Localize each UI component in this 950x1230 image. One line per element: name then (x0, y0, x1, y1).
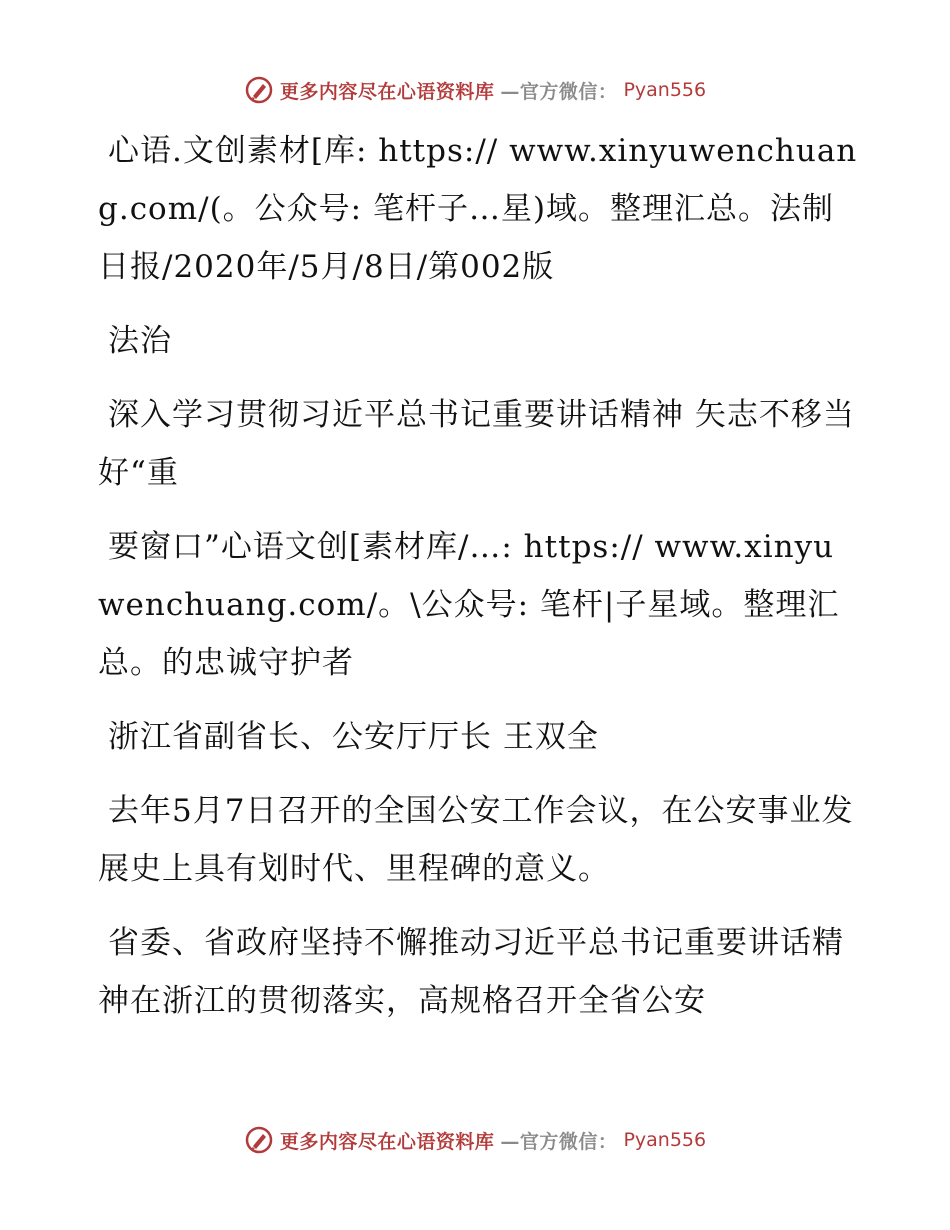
footer-banner-id: Pyan556 (623, 1129, 707, 1151)
header-banner-dash: —官方微信： (500, 80, 618, 103)
header-watermark-banner (0, 70, 950, 110)
paragraph-title-2: 要窗口”心语文创[素材库/…: https:// www.xinyuwenchuang.com/。\公众号: 笔杆|子星域。整理汇总。的忠诚守护者 (98, 529, 840, 681)
header-banner-id: Pyan556 (623, 79, 707, 101)
paragraph-author: 浙江省副省长、公安厅厅长 王双全 (108, 719, 599, 755)
header-banner-text: 更多内容尽在心语资料库 (279, 80, 495, 103)
footer-watermark-banner (0, 1120, 950, 1160)
pen-logo-icon (244, 75, 274, 105)
paragraph-body-1: 去年5月7日召开的全国公安工作会议，在公安事业发展史上具有划时代、里程碑的意义。 (98, 793, 854, 887)
footer-banner-text: 更多内容尽在心语资料库 (279, 1130, 495, 1153)
paragraph-body-2: 省委、省政府坚持不懈推动习近平总书记重要讲话精神在浙江的贯彻落实，高规格召开全省公安 (98, 925, 844, 1019)
document-body (98, 122, 858, 1046)
footer-banner-dash: —官方微信： (500, 1130, 618, 1153)
paragraph-section: 法治 (108, 323, 172, 359)
pen-logo-icon (244, 1125, 274, 1155)
paragraph-source: 心语.文创素材[库: https:// www.xinyuwenchuang.com/(。公众号: 笔杆子…星)域。整理汇总。法制日报/2020年/5月/8日/第002版 (98, 133, 858, 285)
paragraph-title-1: 深入学习贯彻习近平总书记重要讲话精神 矢志不移当好“重 (98, 397, 855, 491)
